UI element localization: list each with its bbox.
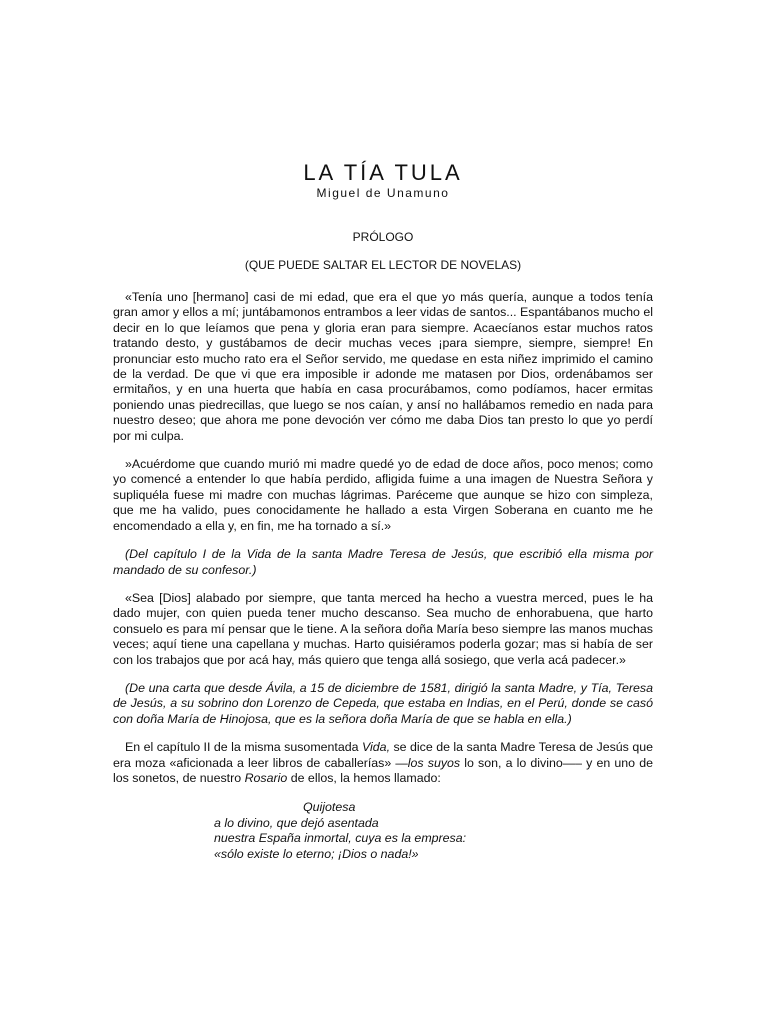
book-title: LA TÍA TULA bbox=[303, 160, 463, 185]
paragraph-1: «Tenía uno [hermano] casi de mi edad, que era el que yo más quería, aunque a todos tenía gran amor y ellos a mí; juntábamonos entrambos a leer vidas de santos... Espantábanos mucho el decir en lo que leíamos que pena y gloria eran para siempre. Acaecíanos estar muchos ratos tratando desto, y gustábamos de decir muchas veces ¡para siempre, siempre, siempre! En pronunciar esto mucho rato era el Señor servido, me quedase en esta niñez imprimido el camino de la verdad. De que vi que era imposible ir adonde me matasen por Dios, ordenábamos ser ermitaños, y en una huerta que había en casa procurábamos, como podíamos, hacer ermitas poniendo unas piedrecillas, que luego se nos caían, y ansí no hallábamos remedio en nada para nuestro deseo; que ahora me pone devoción ver cómo me daba Dios tan presto lo que yo perdí por mi culpa. bbox=[113, 290, 653, 443]
paragraph-4-text-c: se dice de la santa Madre Teresa de Jesús que era moza «aficionada a leer libros de caballerías» — bbox=[113, 740, 653, 770]
paragraph-2: »Acuérdome que cuando murió mi madre quedé yo de edad de doce años, poco menos; como yo comencé a entender lo que había perdido, afligida fuime a una imagen de Nuestra Señora y supliquéla fuese mi madre con muchas lágrimas. Paréceme que aunque se hizo con simpleza, que me ha valido, pues conocidamente he hallado a esta Virgen Soberana en cuanto me he encomendado a ella y, en fin, me ha tornado a sí.» bbox=[113, 457, 653, 533]
section-heading: PRÓLOGO bbox=[352, 230, 414, 244]
paragraph-4-text-e: lo son, a lo divino—– y en uno de los sonetos, de nuestro bbox=[113, 755, 653, 785]
paragraph-4-vida: Vida, bbox=[362, 740, 391, 755]
paragraph-4-los-suyos: los suyos bbox=[407, 755, 461, 770]
section-subtitle: (QUE PUEDE SALTAR EL LECTOR DE NOVELAS) bbox=[244, 258, 522, 272]
paragraph-4-text-a: En el capítulo II de la misma susomentada bbox=[125, 740, 362, 755]
paragraph-4 bbox=[113, 740, 653, 786]
poem-excerpt bbox=[214, 800, 653, 862]
citation-2: (De una carta que desde Ávila, a 15 de diciembre de 1581, dirigió la santa Madre, y Tía, Teresa de Jesús, a su sobrino don Lorenzo de Cepeda, que estaba en Indias, en el Perú, donde se casó con doña María de Hinojosa, que es la señora doña María de que se habla en ella.) bbox=[113, 680, 653, 726]
paragraph-4-rosario: Rosario bbox=[244, 770, 288, 785]
paragraph-3: «Sea [Dios] alabado por siempre, que tanta merced ha hecho a vuestra merced, pues le ha dado mujer, con quien pueda tener mucho descanso. Sea mucho de enhorabuena, que harto consuelo es para mí pensar que le tiene. A la señora doña María beso siempre las manos muchas veces; aquí tiene una capellana y muchas. Harto quisiéramos poderla gozar; mas si había de ser con los trabajos que por acá hay, más quiero que tenga allá sosiego, que verla acá padecer.» bbox=[113, 590, 653, 667]
paragraph-4-text-g: de ellos, la hemos llamado: bbox=[287, 770, 441, 785]
author-name: Miguel de Unamuno bbox=[316, 186, 450, 200]
poem-line-4: «sólo existe lo eterno; ¡Dios o nada!» bbox=[214, 846, 419, 861]
poem-line-2: a lo divino, que dejó asentada bbox=[214, 815, 379, 830]
poem-line-3: nuestra España inmortal, cuya es la empresa: bbox=[214, 831, 467, 846]
document-page bbox=[113, 160, 653, 862]
poem-line-1: Quijotesa bbox=[303, 800, 356, 815]
citation-1: (Del capítulo I de la Vida de la santa Madre Teresa de Jesús, que escribió ella misma por mandado de su confesor.) bbox=[113, 547, 653, 577]
